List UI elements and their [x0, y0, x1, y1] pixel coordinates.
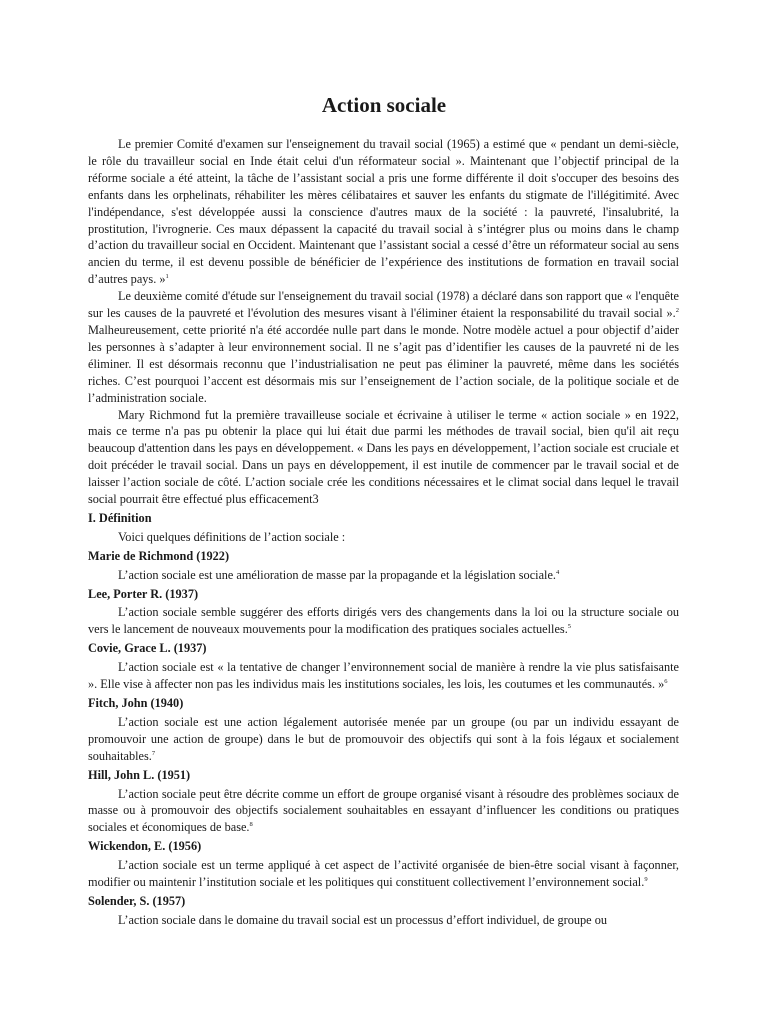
definition-body: L’action sociale est un terme appliqué à cet aspect de l’activité organisée de bien-être social visant à façonner, modifier ou maintenir l’institution sociale et les politiques qui constituent collectivement l’environnement social. — [88, 858, 679, 890]
paragraph-text: Mary Richmond fut la première travailleuse sociale et écrivaine à utiliser le terme « action sociale » en 1922, mais ce terme n'a pas pu obtenir la place qui lui était due parmi les méthodes de travail social, bien qu'il ait reçu beaucoup d'attention dans les pays en développement. « Dans les pays en développement, l’action sociale est cruciale et doit précéder le travail social. Dans un pays en développement, il est inutile de commencer par le travail social et de laisser l’action sociale de côté. L’action sociale crée les conditions nécessaires et le climat social dans lequel le travail social pourrait être effectué plus efficacement3 — [88, 407, 679, 507]
definition-body: L’action sociale dans le domaine du travail social est un processus d’effort individuel, de groupe ou — [118, 912, 608, 927]
definition-body: L’action sociale est une action légalement autorisée menée par un groupe (ou par un individu essayant de promouvoir une action de groupe) dans le but de promouvoir des objectifs qui sont à la fois légaux et socialement souhaitables. — [88, 714, 679, 763]
definition-text — [88, 786, 679, 837]
definition-author: Hill, John L. (1951) — [88, 767, 191, 782]
intro-paragraph-2 — [88, 288, 679, 406]
definition-text — [88, 857, 679, 891]
paragraph-text: Le premier Comité d'examen sur l'enseignement du travail social (1965) a estimé que « pendant un demi-siècle, le rôle du travailleur social en Inde était celui d'un réformateur social ». Maintenant que l’objectif principal de la réforme sociale a été atteint, la tâche de l’assistant social a pris une forme différente il doit s'occuper des besoins des enfants dans les orphelinats, réhabiliter les mères célibataires et sauver les enfants du stigmate de l'illégitimité. Avec l'indépendance, s'est développée aussi la conscience d'autres maux de la société : la pauvreté, l'insalubrité, la prostitution, l'ivrognerie. Ces maux dépassent la capacité du travail social à s’intégrer plus ou moins dans le champ d’action du travailleur social en Occident. Maintenant que l’assistant social a cessé d’être un réformateur social au sens ancien du terme, il est devenu possible de bénéficier de l’expérience des institutions de formation en travail social d’autres pays. » — [88, 137, 679, 287]
definition-author: Solender, S. (1957) — [88, 893, 186, 908]
paragraph-text: Le deuxième comité d'étude sur l'enseignement du travail social (1978) a déclaré dans son rapport que « l'enquête sur les causes de la pauvreté et l'évolution des mesures visant à l'éliminer étaient la responsabilité du travail social ». — [88, 289, 679, 321]
definition-body: L’action sociale est « la tentative de changer l’environnement social de manière à rendre la vie plus satisfaisante ». Elle vise à affecter non pas les individus mais les institutions sociales, les lois, les coutumes et les communautés. » — [88, 660, 679, 692]
document-title: Action sociale — [321, 93, 447, 117]
definition-body: L’action sociale peut être décrite comme un effort de groupe organisé visant à résoudre des problèmes sociaux de masse ou à promouvoir des objectifs socialement souhaitables en essayant d’influencer les conditions ou pratiques sociales et économiques de base. — [88, 786, 679, 835]
document-body — [88, 136, 679, 929]
definition-body: L’action sociale semble suggérer des efforts dirigés vers des changements dans la loi ou la structure sociale ou vers le lancement de nouveaux mouvements pour la modification des pratiques sociales actuelles. — [88, 605, 679, 637]
intro-paragraph-3 — [88, 407, 679, 508]
footnote-ref[interactable]: 6 — [664, 678, 668, 686]
footnote-ref[interactable]: 2 — [675, 307, 679, 315]
footnote-ref[interactable]: 9 — [644, 876, 648, 884]
definition-author: Lee, Porter R. (1937) — [88, 586, 199, 601]
footnote-ref[interactable]: 1 — [165, 273, 169, 281]
definition-text — [88, 714, 679, 765]
footnote-ref[interactable]: 8 — [249, 821, 253, 829]
definition-author: Wickendon, E. (1956) — [88, 839, 202, 854]
footnote-ref[interactable]: 5 — [567, 623, 572, 631]
section-heading: I. Définition — [88, 510, 152, 525]
intro-paragraph-1 — [88, 136, 679, 288]
definition-text — [88, 912, 679, 929]
paragraph-tail: Malheureusement, cette priorité n'a été accordée nulle part dans le monde. Notre modèle actuel a pour objectif d’aider les personnes à s’adapter à leur environnement social. Il ne s’agit pas d’identifier les causes de la pauvreté ni de les éliminer. Il est désormais reconnu que l’industrialisation ne peut pas éliminer la pauvreté, même dans les sociétés riches. C’est pourquoi l’accent est désormais mis sur l’enseignement de l’action sociale, de la politique sociale et de l’administration sociale. — [88, 322, 679, 405]
definition-text — [88, 567, 679, 584]
definition-author: Marie de Richmond (1922) — [88, 548, 230, 563]
footnote-ref[interactable]: 4 — [555, 568, 560, 576]
section-intro: Voici quelques définitions de l’action sociale : — [118, 529, 346, 544]
definition-body: L’action sociale est une amélioration de masse par la propagande et la législation sociale. — [118, 567, 556, 582]
definition-author: Fitch, John (1940) — [88, 696, 184, 710]
definition-text — [88, 604, 679, 638]
definition-text — [88, 659, 679, 693]
footnote-ref[interactable]: 7 — [151, 749, 156, 757]
definition-author: Covie, Grace L. (1937) — [88, 641, 207, 656]
